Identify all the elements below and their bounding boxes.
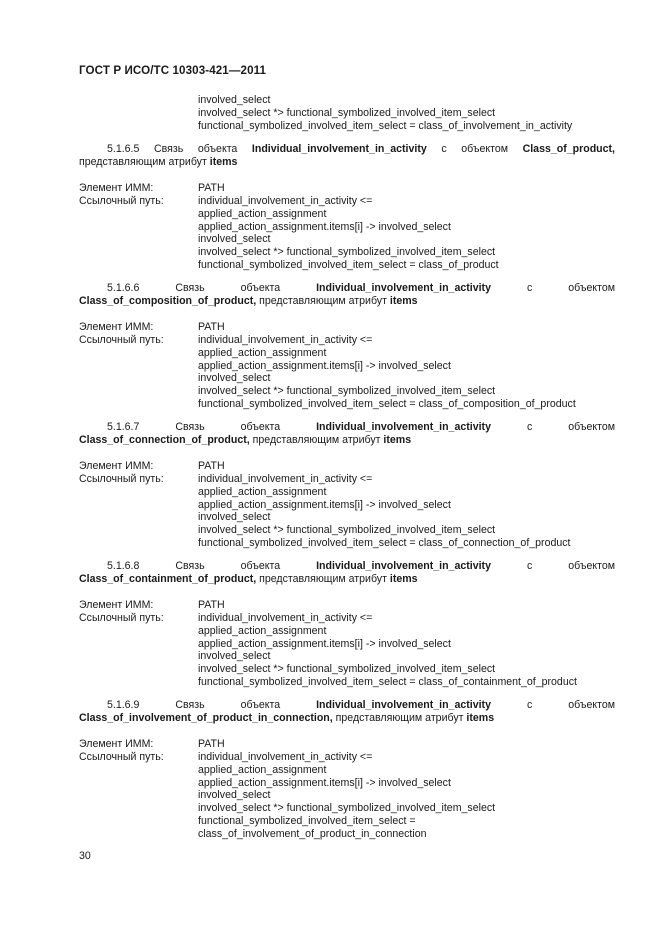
mapping-table: [79, 321, 615, 411]
path-line: functional_symbolized_involved_item_select =: [198, 815, 416, 828]
path-line: applied_action_assignment.items[i] -> involved_select: [198, 220, 451, 233]
section-5-1-6-9: [79, 699, 615, 841]
element-value: PATH: [198, 737, 225, 750]
path-line: involved_select *> functional_symbolized_involved_item_select: [198, 802, 496, 815]
element-value: PATH: [198, 320, 225, 333]
path-line: applied_action_assignment.items[i] -> involved_select: [198, 359, 451, 372]
path-line: class_of_involvement_of_product_in_connection: [198, 828, 427, 841]
element-label: Элемент ИММ:: [79, 598, 154, 611]
element-value: PATH: [198, 181, 225, 194]
path-line: involved_select: [198, 650, 271, 663]
path-line: individual_involvement_in_activity <=: [198, 611, 373, 624]
ref-path-label: Ссылочный путь:: [79, 333, 164, 346]
section-heading: 5.1.6.8 Связь объекта Individual_involvement_in_activity с объектом Class_of_containment_of_product, представляющим атрибут items: [79, 560, 616, 585]
continued-path-block: [198, 94, 572, 133]
element-label: Элемент ИММ:: [79, 181, 154, 194]
ref-path-label: Ссылочный путь:: [79, 194, 164, 207]
document-header: ГОСТ Р ИСО/ТС 10303-421—2011: [79, 64, 267, 77]
section-5-1-6-6: [79, 282, 615, 411]
path-line: applied_action_assignment.items[i] -> involved_select: [198, 637, 451, 650]
path-line: functional_symbolized_involved_item_select = class_of_product: [198, 259, 499, 272]
section-heading: 5.1.6.6 Связь объекта Individual_involvement_in_activity с объектом Class_of_composition_of_product, представляющим атрибут items: [79, 282, 616, 307]
path-line: involved_select *> functional_symbolized_involved_item_select: [198, 385, 496, 398]
path-line: functional_symbolized_involved_item_select = class_of_containment_of_product: [198, 676, 577, 689]
path-line: applied_action_assignment: [198, 346, 327, 359]
path-line: functional_symbolized_involved_item_select = class_of_connection_of_product: [198, 537, 571, 550]
element-label: Элемент ИММ:: [79, 320, 154, 333]
element-value: PATH: [198, 598, 225, 611]
section-heading: 5.1.6.9 Связь объекта Individual_involvement_in_activity с объектом Class_of_involvement_of_product_in_connection, представляющим атрибут items: [79, 699, 616, 724]
mapping-table: [79, 182, 615, 272]
path-line: functional_symbolized_involved_item_select = class_of_involvement_in_activity: [198, 119, 573, 132]
path-line: applied_action_assignment.items[i] -> involved_select: [198, 498, 451, 511]
path-line: involved_select: [198, 372, 271, 385]
element-label: Элемент ИММ:: [79, 459, 154, 472]
mapping-table: [79, 738, 615, 841]
mapping-table: [79, 460, 615, 550]
path-line: individual_involvement_in_activity <=: [198, 333, 373, 346]
path-line: involved_select: [198, 789, 271, 802]
path-line: individual_involvement_in_activity <=: [198, 750, 373, 763]
path-line: individual_involvement_in_activity <=: [198, 472, 373, 485]
path-line: applied_action_assignment: [198, 763, 327, 776]
ref-path-label: Ссылочный путь:: [79, 750, 164, 763]
path-line: functional_symbolized_involved_item_select = class_of_composition_of_product: [198, 398, 576, 411]
path-line: applied_action_assignment: [198, 207, 327, 220]
section-5-1-6-8: [79, 560, 615, 689]
section-5-1-6-7: [79, 421, 615, 550]
path-line: involved_select *> functional_symbolized_involved_item_select: [198, 663, 496, 676]
page-number: 30: [79, 850, 91, 862]
path-line: involved_select *> functional_symbolized_involved_item_select: [198, 246, 496, 259]
path-line: involved_select: [198, 94, 271, 106]
mapping-table: [79, 599, 615, 689]
path-line: involved_select: [198, 511, 271, 524]
path-line: applied_action_assignment: [198, 624, 327, 637]
section-heading: 5.1.6.5 Связь объекта Individual_involvement_in_activity с объектом Class_of_product, представляющим атрибут items: [79, 143, 615, 168]
path-line: applied_action_assignment: [198, 485, 327, 498]
path-line: involved_select: [198, 233, 271, 246]
path-line: involved_select *> functional_symbolized_involved_item_select: [198, 524, 496, 537]
section-heading: 5.1.6.7 Связь объекта Individual_involvement_in_activity с объектом Class_of_connection_of_product, представляющим атрибут items: [79, 421, 616, 446]
section-5-1-6-5: [79, 143, 615, 272]
element-value: PATH: [198, 459, 225, 472]
path-line: individual_involvement_in_activity <=: [198, 194, 373, 207]
path-line: applied_action_assignment.items[i] -> involved_select: [198, 776, 451, 789]
ref-path-label: Ссылочный путь:: [79, 472, 164, 485]
ref-path-label: Ссылочный путь:: [79, 611, 164, 624]
element-label: Элемент ИММ:: [79, 737, 154, 750]
path-line: involved_select *> functional_symbolized_involved_item_select: [198, 106, 496, 119]
